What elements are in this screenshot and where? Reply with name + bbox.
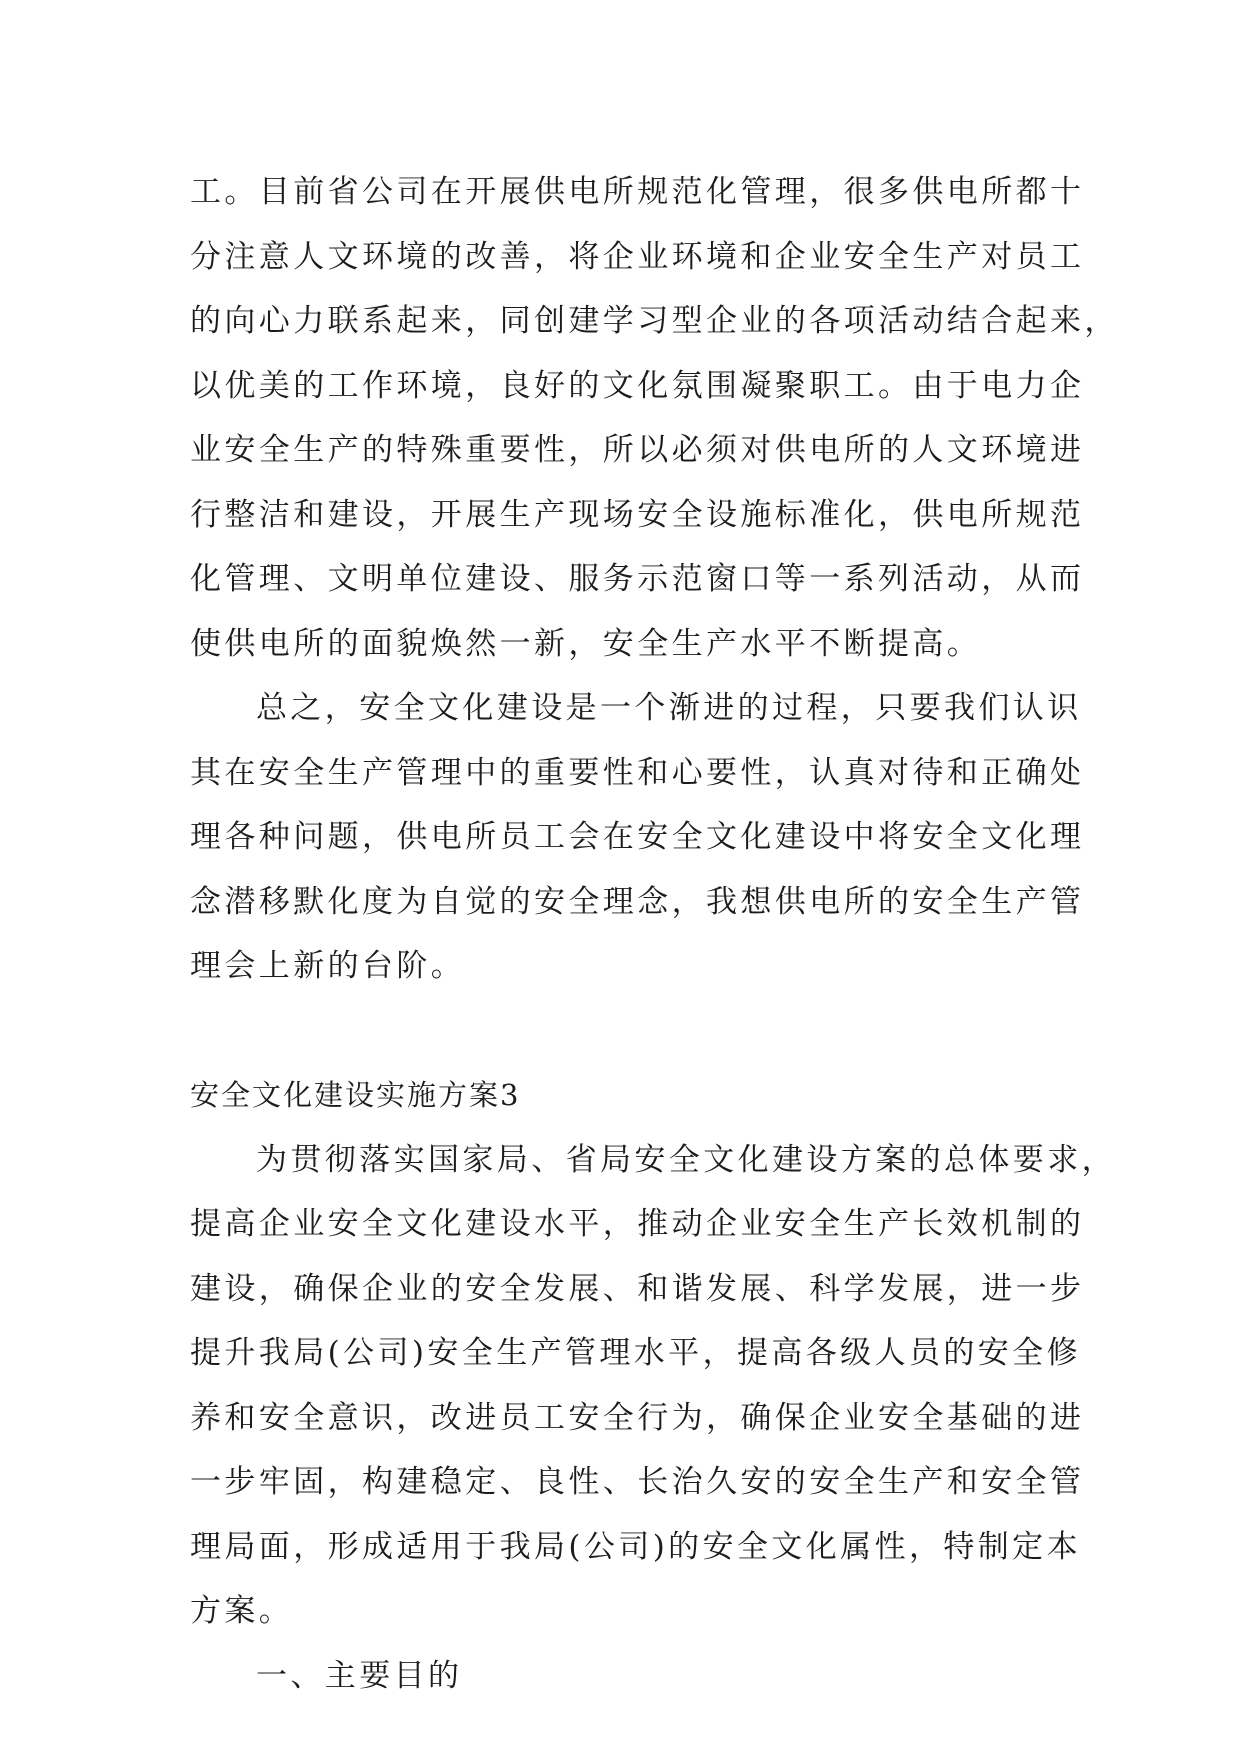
text-line: 理会上新的台阶。 <box>190 948 466 984</box>
blank-line <box>190 999 1050 1064</box>
subheading: 一、主要目的 <box>256 1657 463 1694</box>
document-page <box>190 160 1119 1708</box>
paragraph-intro <box>190 1128 1116 1644</box>
text-line: 提高企业安全文化建设水平，推动企业安全生产长效机制的 <box>190 1206 1085 1242</box>
text-line: 养和安全意识，改进员工安全行为，确保企业安全基础的进 <box>190 1399 1085 1436</box>
paragraph-continuation <box>190 160 1119 676</box>
text-line: 总之，安全文化建设是一个渐进的过程，只要我们认识 <box>256 690 1082 726</box>
section-title: 安全文化建设实施方案3 <box>190 1078 521 1112</box>
text-line: 的向心力联系起来，同创建学习型企业的各项活动结合起来， <box>190 303 1119 339</box>
text-line: 工。目前省公司在开展供电所规范化管理，很多供电所都十 <box>190 174 1085 210</box>
text-line: 以优美的工作环境，良好的文化氛围凝聚职工。由于电力企 <box>190 367 1085 404</box>
text-line: 其在安全生产管理中的重要性和心要性，认真对待和正确处 <box>190 754 1085 791</box>
text-line: 业安全生产的特殊重要性，所以必须对供电所的人文环境进 <box>190 432 1085 468</box>
text-line: 分注意人文环境的改善，将企业环境和企业安全生产对员工 <box>190 238 1085 275</box>
text-line: 化管理、文明单位建设、服务示范窗口等一系列活动，从而 <box>190 561 1085 597</box>
text-line: 方案。 <box>190 1593 294 1629</box>
text-line: 使供电所的面貌焕然一新，安全生产水平不断提高。 <box>190 625 982 662</box>
text-line: 行整洁和建设，开展生产现场安全设施标准化，供电所规范 <box>190 496 1085 533</box>
paragraph-conclusion <box>190 676 1085 999</box>
text-line: 理各种问题，供电所员工会在安全文化建设中将安全文化理 <box>190 819 1085 855</box>
text-line: 理局面，形成适用于我局(公司)的安全文化属性，特制定本 <box>190 1528 1081 1565</box>
text-line: 建设，确保企业的安全发展、和谐发展、科学发展，进一步 <box>190 1270 1085 1307</box>
text-line: 为贯彻落实国家局、省局安全文化建设方案的总体要求， <box>256 1141 1116 1178</box>
text-line: 念潜移默化度为自觉的安全理念，我想供电所的安全生产管 <box>190 883 1085 920</box>
text-line: 提升我局(公司)安全生产管理水平，提高各级人员的安全修 <box>190 1335 1081 1371</box>
text-line: 一步牢固，构建稳定、良性、长治久安的安全生产和安全管 <box>190 1464 1085 1500</box>
